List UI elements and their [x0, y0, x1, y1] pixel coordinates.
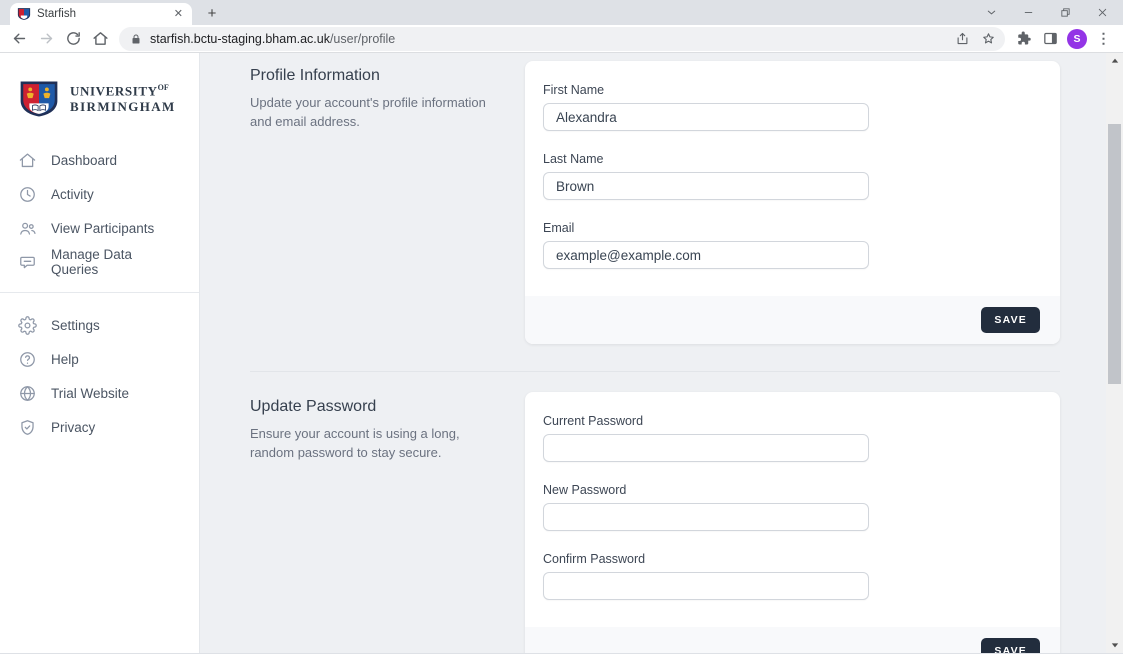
- password-save-button[interactable]: SAVE: [981, 638, 1040, 653]
- last-name-label: Last Name: [543, 152, 604, 166]
- clock-icon: [18, 185, 37, 204]
- browser-tab-strip: [0, 0, 1123, 25]
- tab-title: Starfish: [37, 8, 76, 20]
- sidebar-item-settings[interactable]: [0, 308, 199, 342]
- extensions-puzzle-icon[interactable]: [1010, 26, 1037, 52]
- chat-bubble-icon: [18, 253, 37, 272]
- sidebar-item-activity[interactable]: [0, 177, 199, 211]
- new-tab-button[interactable]: +: [207, 4, 217, 22]
- password-card-footer: [525, 627, 1060, 653]
- sidebar-item-manage-data-queries[interactable]: [0, 245, 199, 279]
- profile-avatar[interactable]: S: [1067, 29, 1087, 49]
- sidebar-secondary-nav: [0, 308, 199, 444]
- back-icon[interactable]: [6, 26, 33, 52]
- university-logo-text: $UNIVERSITY^{OF}$ BIRMINGHAM: [70, 83, 176, 114]
- email-field-group: [543, 221, 1042, 269]
- confirm-password-input[interactable]: [543, 572, 869, 600]
- url-domain: starfish.bctu-staging.bham.ac.uk: [150, 31, 330, 46]
- page-scrollbar[interactable]: [1106, 53, 1123, 653]
- tab-search-chevron-icon[interactable]: [973, 0, 1010, 24]
- minimize-icon[interactable]: [1010, 0, 1047, 24]
- url-path: /user/profile: [329, 31, 396, 46]
- first-name-input[interactable]: [543, 103, 869, 131]
- current-password-label: Current Password: [543, 414, 644, 428]
- confirm-password-label: Confirm Password: [543, 552, 646, 566]
- current-password-input[interactable]: [543, 434, 869, 462]
- profile-form-card: [525, 61, 1060, 344]
- window-controls: [973, 0, 1121, 24]
- sidebar-item-label: Privacy: [51, 419, 96, 435]
- email-input[interactable]: [543, 241, 869, 269]
- profile-save-button[interactable]: SAVE: [981, 307, 1040, 333]
- home-icon: [18, 151, 37, 170]
- sidebar-item-view-participants[interactable]: [0, 211, 199, 245]
- last-name-input[interactable]: [543, 172, 869, 200]
- main-content: [200, 53, 1106, 653]
- users-icon: [18, 219, 37, 238]
- browser-toolbar: [0, 25, 1123, 53]
- sidebar-item-label: View Participants: [51, 220, 155, 236]
- profile-card-footer: [525, 296, 1060, 344]
- section-divider: [250, 371, 1060, 372]
- url-text: [150, 32, 395, 46]
- confirm-password-field-group: [543, 552, 1042, 600]
- globe-icon: [18, 384, 37, 403]
- password-form-card: [525, 392, 1060, 653]
- sidebar-divider: [0, 292, 199, 293]
- home-button-icon[interactable]: [87, 26, 114, 52]
- last-name-field-group: [543, 152, 1042, 200]
- close-window-icon[interactable]: [1084, 0, 1121, 24]
- first-name-label: First Name: [543, 83, 605, 97]
- new-password-label: New Password: [543, 483, 627, 497]
- update-password-section: [250, 392, 1060, 653]
- password-section-description: Ensure your account is using a long, random password to stay secure.: [250, 426, 460, 460]
- profile-information-section: [250, 61, 1060, 344]
- sidebar-item-help[interactable]: [0, 342, 199, 376]
- sidebar: [0, 53, 200, 653]
- university-crest-icon: [18, 79, 60, 119]
- sidebar-item-label: Help: [51, 351, 79, 367]
- sidebar-item-label: Settings: [51, 317, 100, 333]
- browser-menu-dots-icon[interactable]: ⋮: [1096, 30, 1111, 46]
- password-section-title: Update Password: [250, 398, 377, 415]
- sidebar-primary-nav: [0, 143, 199, 279]
- scrollbar-down-arrow-icon[interactable]: [1106, 637, 1123, 653]
- forward-icon: [33, 26, 60, 52]
- sidebar-item-trial-website[interactable]: [0, 376, 199, 410]
- restore-window-icon[interactable]: [1047, 0, 1084, 24]
- sidebar-item-label: Manage Data Queries: [51, 247, 133, 277]
- side-panel-icon[interactable]: [1037, 26, 1064, 52]
- question-circle-icon: [18, 350, 37, 369]
- sidebar-item-label: Dashboard: [51, 152, 118, 168]
- scrollbar-thumb[interactable]: [1108, 124, 1121, 384]
- sidebar-item-label: Activity: [51, 186, 94, 202]
- new-password-field-group: [543, 483, 1042, 531]
- first-name-field-group: [543, 83, 1042, 131]
- lock-icon: [130, 33, 142, 45]
- shield-check-icon: [18, 418, 37, 437]
- current-password-field-group: [543, 414, 1042, 462]
- sidebar-item-privacy[interactable]: [0, 410, 199, 444]
- address-bar[interactable]: [119, 27, 1005, 51]
- university-logo: [0, 53, 199, 129]
- site-favicon-icon: [17, 7, 31, 21]
- scrollbar-up-arrow-icon[interactable]: [1106, 53, 1123, 69]
- email-label: Email: [543, 221, 575, 235]
- profile-section-title: Profile Information: [250, 67, 380, 84]
- gear-icon: [18, 316, 37, 335]
- tab-close-icon[interactable]: ✕: [173, 7, 183, 20]
- reload-icon[interactable]: [60, 26, 87, 52]
- profile-section-description: Update your account's profile information and email address.: [250, 95, 486, 129]
- sidebar-item-dashboard[interactable]: [0, 143, 199, 177]
- new-password-input[interactable]: [543, 503, 869, 531]
- sidebar-item-label: Trial Website: [51, 385, 130, 401]
- bookmark-star-icon[interactable]: [975, 28, 1001, 50]
- browser-tab[interactable]: [10, 3, 192, 25]
- share-icon[interactable]: [949, 28, 975, 50]
